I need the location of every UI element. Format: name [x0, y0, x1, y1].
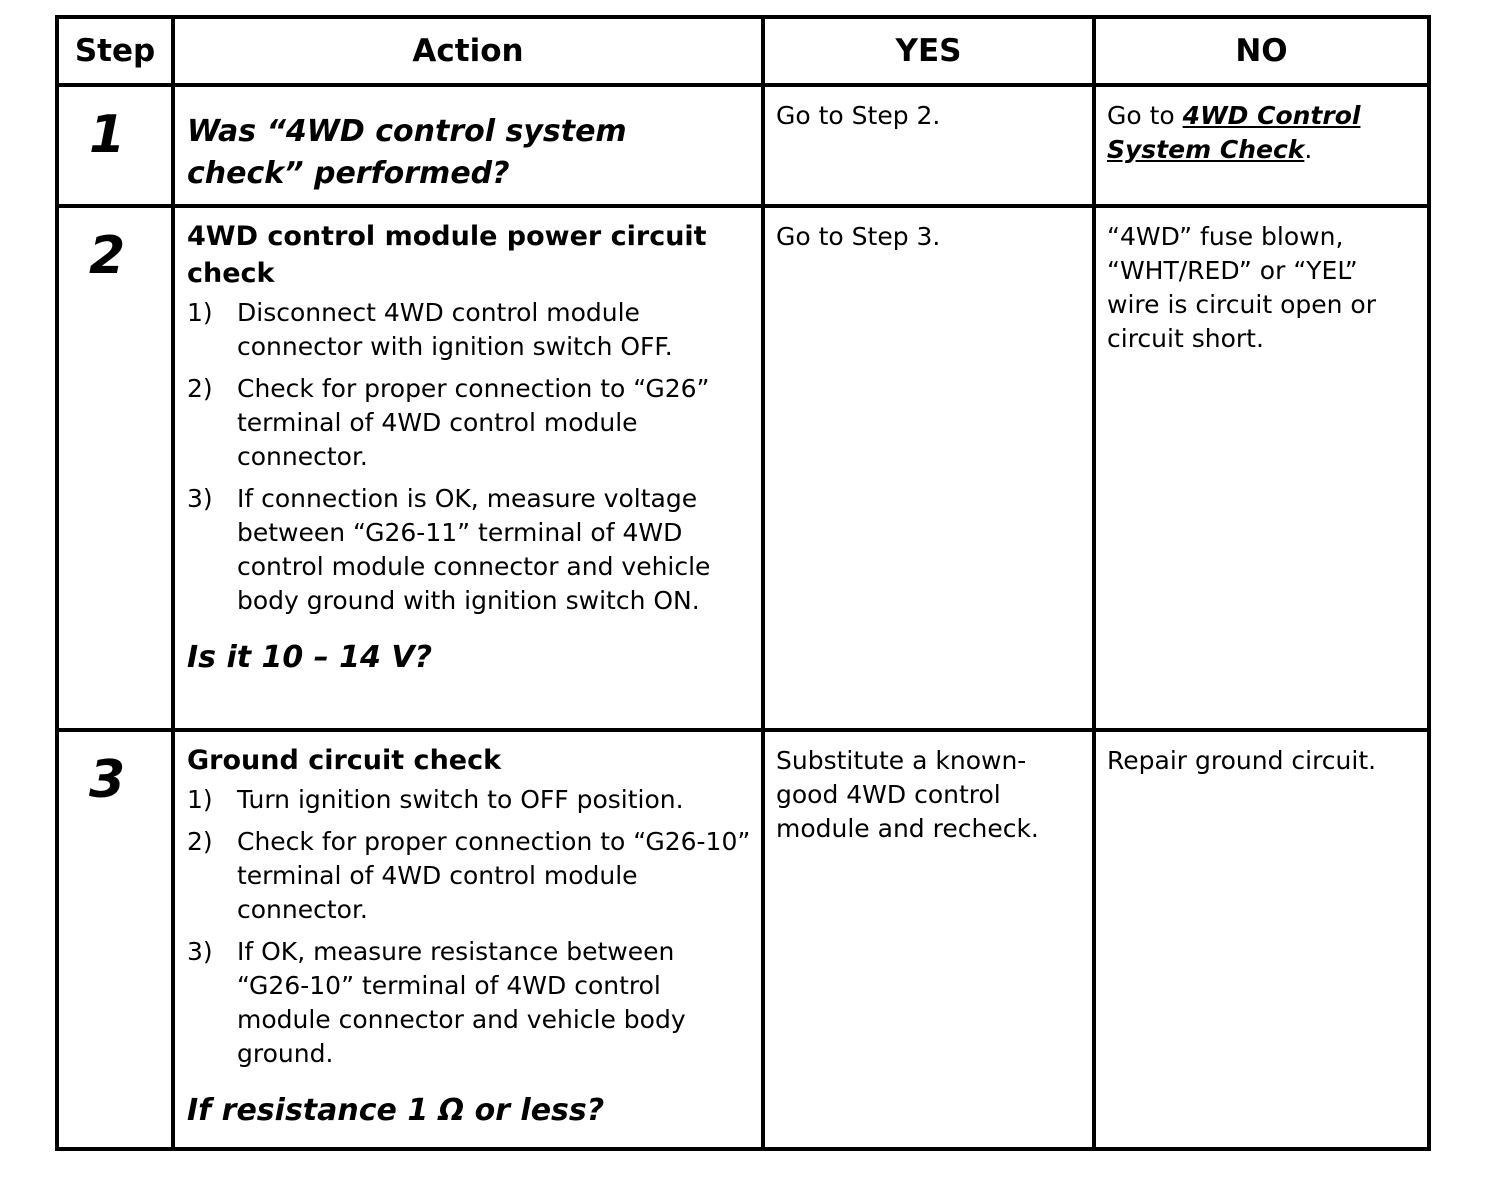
- header-step: Step: [57, 17, 173, 85]
- no-cell: [1094, 85, 1429, 206]
- yes-cell: [763, 206, 1094, 730]
- item-number: 3): [187, 484, 213, 513]
- step-number: 2: [89, 226, 126, 286]
- no-result: Repair ground circuit.: [1107, 746, 1377, 775]
- no-result: [1096, 87, 1427, 167]
- step-question: Is it 10 – 14 V?: [187, 640, 432, 675]
- system-check-link[interactable]: 4WD Control System Check: [1107, 101, 1361, 164]
- step-number: 1: [89, 105, 126, 165]
- list-item: [187, 482, 751, 618]
- no-prefix: Go to: [1107, 101, 1183, 130]
- header-no: NO: [1094, 17, 1429, 85]
- table-row: [57, 206, 1429, 730]
- no-cell: [1094, 730, 1429, 1149]
- step-instructions: [187, 783, 751, 1071]
- list-item: [187, 825, 751, 927]
- list-item: [187, 783, 751, 817]
- item-text: If connection is OK, measure voltage between “G26-11” terminal of 4WD control module connector and vehicle body ground with ignition switch ON.: [237, 484, 711, 615]
- list-item: [187, 935, 751, 1071]
- item-number: 1): [187, 785, 213, 814]
- table-row: [57, 85, 1429, 206]
- no-cell: [1094, 206, 1429, 730]
- yes-result: Go to Step 2.: [776, 101, 941, 130]
- item-number: 2): [187, 827, 213, 856]
- troubleshooting-table: [55, 15, 1431, 1151]
- header-yes: YES: [763, 17, 1094, 85]
- action-cell: [173, 85, 763, 206]
- table-row: [57, 730, 1429, 1149]
- item-number: 1): [187, 298, 213, 327]
- step-cell: [57, 206, 173, 730]
- item-text: Check for proper connection to “G26-10” terminal of 4WD control module connector.: [237, 827, 751, 924]
- item-text: Check for proper connection to “G26” terminal of 4WD control module connector.: [237, 374, 710, 471]
- item-number: 2): [187, 374, 213, 403]
- step-title: Ground circuit check: [187, 745, 502, 776]
- list-item: [187, 372, 751, 474]
- step-question: Was “4WD control system check” performed?: [187, 114, 627, 191]
- item-text: Turn ignition switch to OFF position.: [237, 785, 684, 814]
- item-text: Disconnect 4WD control module connector with ignition switch OFF.: [237, 298, 673, 361]
- yes-result: Go to Step 3.: [776, 222, 941, 251]
- item-number: 3): [187, 937, 213, 966]
- action-cell: [173, 206, 763, 730]
- step-instructions: [187, 296, 751, 618]
- header-action: Action: [173, 17, 763, 85]
- action-cell: [173, 730, 763, 1149]
- no-result: “4WD” fuse blown, “WHT/RED” or “YEL” wire is circuit open or circuit short.: [1107, 222, 1376, 353]
- list-item: [187, 296, 751, 364]
- step-cell: [57, 730, 173, 1149]
- header-row: [57, 17, 1429, 85]
- step-cell: [57, 85, 173, 206]
- item-text: If OK, measure resistance between “G26-10” terminal of 4WD control module connector and vehicle body ground.: [237, 937, 686, 1068]
- yes-cell: [763, 730, 1094, 1149]
- yes-result: Substitute a known-good 4WD control module and recheck.: [776, 746, 1039, 843]
- no-suffix: .: [1304, 135, 1313, 164]
- yes-cell: [763, 85, 1094, 206]
- step-title: 4WD control module power circuit check: [187, 221, 707, 289]
- step-question: If resistance 1 Ω or less?: [187, 1093, 605, 1128]
- step-number: 3: [89, 750, 126, 810]
